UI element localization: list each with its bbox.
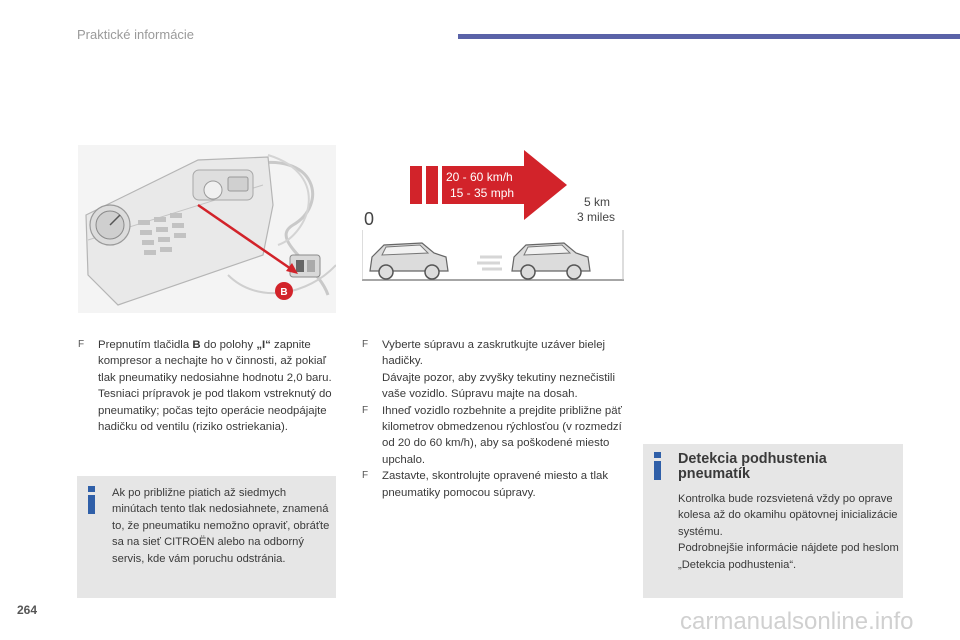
distance-km-label: 5 km: [584, 195, 611, 209]
instruction-part: zapnite kompresor a nechajte ho v činnosti, až pokiaľ tlak pneumatiky nedosiahne hodnotu 2,0 baru.: [98, 339, 332, 384]
info-box-pressure: [77, 476, 336, 598]
distance-miles-label: 3 miles: [577, 210, 616, 224]
info-text: Ak po približne piatich až siedmych minútach tento tlak nedosiahnete, znamená to, že pneumatiku nemožno opraviť, obráťte sa na sieť CITROËN alebo na odborný servis, kde vám poruchu odstránia.: [112, 487, 330, 565]
bullet-arrow-icon: F: [78, 339, 85, 350]
instruction-part: Prepnutím tlačidla: [98, 339, 193, 351]
instruction-text: [98, 337, 340, 386]
callout-b-label: B: [280, 287, 288, 298]
info-box-underinflation: [643, 444, 903, 598]
instruction-part: do polohy: [200, 339, 257, 351]
car-stationary-icon: [370, 243, 448, 279]
speed-distance-illustration: [362, 145, 624, 295]
instruction-note: Tesniaci prípravok je pod tlakom vstreknutý do pneumatiky; počas tejto operácie neodpájajte hadičku od ventilu (riziko ostriekania).: [98, 388, 332, 434]
instruction-item: [362, 468, 626, 501]
instruction-note: Dávajte pozor, aby zvyšky tekutiny neznečistili vaše vozidlo. Súpravu majte na dosah.: [382, 371, 615, 401]
right-instructions: [362, 337, 626, 501]
speed-kmh-label: 20 - 60 km/h: [446, 170, 513, 184]
instruction-text: Vyberte súpravu a zaskrutkujte uzáver bielej hadičky.: [382, 339, 606, 368]
bullet-arrow-icon: F: [362, 404, 369, 416]
info-icon: [653, 452, 663, 480]
start-distance-label: 0: [364, 209, 375, 229]
info-paragraph: Podrobnejšie informácie nájdete pod heslom „Detekcia podhustenia“.: [678, 542, 899, 571]
info-text: [678, 491, 900, 573]
instruction-text: Zastavte, skontrolujte opravené miesto a tlak pneumatiky pomocou súpravy.: [382, 470, 609, 499]
speed-mph-label: 15 - 35 mph: [450, 186, 515, 200]
info-icon: [87, 486, 97, 514]
position-ref: „I“: [256, 339, 271, 351]
page-number: 264: [17, 603, 38, 617]
page-section-title: Praktické informácie: [77, 27, 195, 42]
car-moving-icon: [477, 243, 590, 279]
watermark: carmanualsonline.info: [680, 608, 914, 635]
instruction-item: [362, 403, 626, 469]
bullet-arrow-icon: F: [362, 470, 369, 482]
button-b-ref: B: [192, 339, 201, 351]
instruction-item: [362, 337, 626, 403]
compressor-illustration: [78, 145, 336, 313]
header-accent-bar: [458, 34, 960, 39]
info-paragraph: Kontrolka bude rozsvietená vždy po oprave kolesa až do okamihu opätovnej inicializácie systému.: [678, 493, 898, 538]
instruction-text: Ihneď vozidlo rozbehnite a prejdite približne päť kilometrov obmedzenou rýchlosťou (v rozmedzí od 20 do 60 km/h), aby sa poškodené miesto upchalo.: [382, 404, 622, 466]
info-heading: Detekcia podhustenia pneumatík: [678, 451, 827, 482]
instruction-item: [78, 337, 340, 435]
bullet-arrow-icon: F: [362, 339, 369, 350]
left-instructions: [78, 337, 340, 435]
